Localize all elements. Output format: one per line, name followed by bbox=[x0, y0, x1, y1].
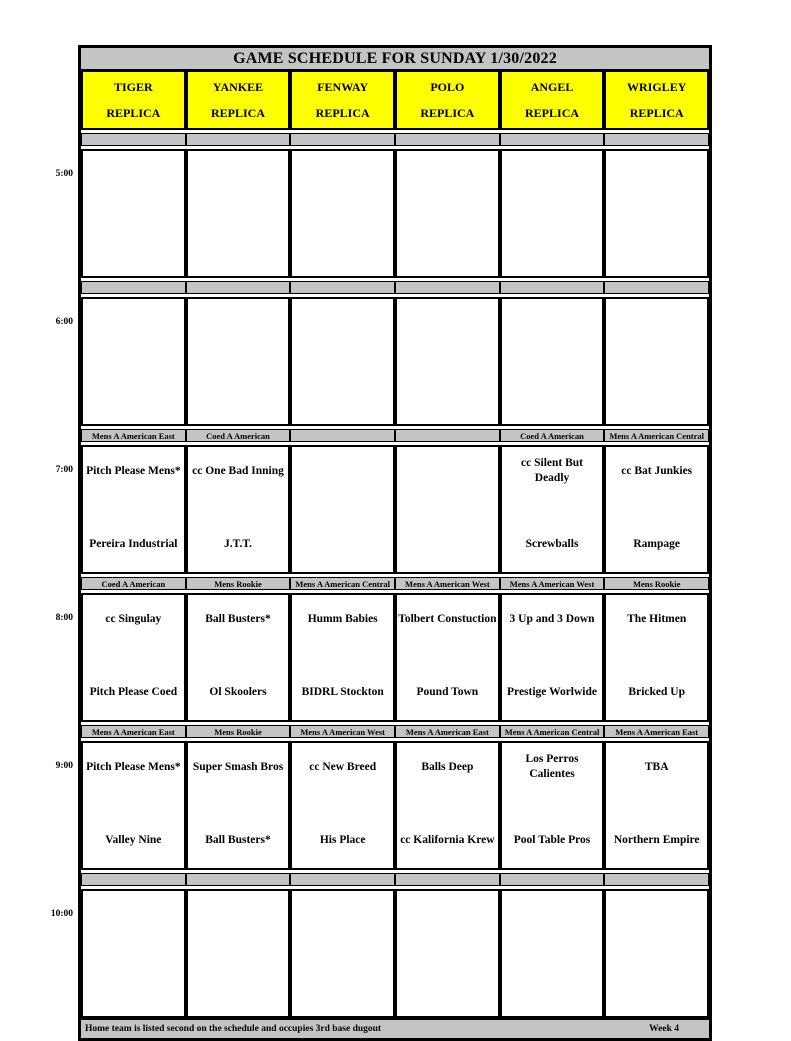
visitor-team: cc Bat Junkies bbox=[621, 464, 693, 477]
visitor-team bbox=[398, 900, 497, 930]
game-cell bbox=[81, 889, 186, 1018]
home-team: Screwballs bbox=[525, 537, 579, 550]
visitor-team bbox=[84, 160, 183, 190]
game-cell bbox=[500, 445, 605, 574]
division-label: Mens A American West bbox=[290, 725, 395, 738]
visitor-team bbox=[398, 160, 497, 190]
visitor-team bbox=[189, 160, 288, 190]
division-strip-row bbox=[81, 429, 709, 442]
games-row bbox=[55, 445, 709, 574]
visitor-team: cc Singulay bbox=[105, 612, 162, 625]
home-team: Prestige Worlwide bbox=[507, 685, 597, 698]
game-cell bbox=[186, 445, 291, 574]
division-label: Mens A American West bbox=[395, 577, 500, 590]
game-cell bbox=[604, 593, 709, 722]
division-strip-row bbox=[81, 725, 709, 738]
visitor-team bbox=[503, 160, 602, 190]
home-team bbox=[607, 233, 706, 263]
game-cell bbox=[604, 889, 709, 1018]
home-team bbox=[84, 973, 183, 1003]
division-label: Mens A American West bbox=[500, 577, 605, 590]
game-cell bbox=[290, 593, 395, 722]
game-cell bbox=[81, 741, 186, 870]
games-row bbox=[55, 297, 709, 426]
home-team: Valley Nine bbox=[105, 833, 162, 846]
visitor-team: 3 Up and 3 Down bbox=[509, 612, 595, 625]
field-name: WRIGLEY bbox=[627, 79, 687, 94]
division-strip-row bbox=[81, 873, 709, 886]
games-row bbox=[55, 593, 709, 722]
game-cell bbox=[81, 149, 186, 278]
home-team bbox=[293, 381, 392, 411]
division-label: Mens A American Central bbox=[604, 429, 709, 442]
game-cell bbox=[395, 445, 500, 574]
division-label: Mens Rookie bbox=[186, 577, 291, 590]
visitor-team bbox=[503, 308, 602, 338]
home-team: J.T.T. bbox=[224, 537, 253, 550]
visitor-team bbox=[607, 308, 706, 338]
division-label bbox=[500, 281, 605, 294]
game-cell bbox=[500, 149, 605, 278]
week-label: Week 4 bbox=[649, 1024, 679, 1034]
division-strip-row bbox=[81, 133, 709, 146]
home-team bbox=[84, 381, 183, 411]
visitor-team bbox=[189, 308, 288, 338]
field-header-polo bbox=[395, 70, 500, 130]
game-cell bbox=[395, 741, 500, 870]
field-type-label: REPLICA bbox=[420, 105, 475, 120]
field-type-label: REPLICA bbox=[629, 105, 684, 120]
division-label bbox=[186, 133, 291, 146]
visitor-team: The Hitmen bbox=[627, 612, 687, 625]
game-cell bbox=[500, 593, 605, 722]
page-title: GAME SCHEDULE FOR SUNDAY 1/30/2022 bbox=[81, 48, 709, 70]
division-label bbox=[186, 873, 291, 886]
game-cell bbox=[395, 593, 500, 722]
field-type-label: REPLICA bbox=[315, 105, 370, 120]
game-cell bbox=[81, 593, 186, 722]
home-team bbox=[398, 381, 497, 411]
field-name: TIGER bbox=[113, 79, 153, 94]
division-label bbox=[290, 429, 395, 442]
division-label bbox=[395, 429, 500, 442]
visitor-team bbox=[84, 900, 183, 930]
home-team bbox=[189, 233, 288, 263]
division-label: Coed A American bbox=[81, 577, 186, 590]
game-cell bbox=[290, 741, 395, 870]
field-name: YANKEE bbox=[212, 79, 264, 94]
game-cell bbox=[290, 297, 395, 426]
footer-note: Home team is listed second on the schedule and occupies 3rd base dugout bbox=[85, 1024, 382, 1034]
home-team bbox=[607, 381, 706, 411]
division-label: Mens Rookie bbox=[186, 725, 291, 738]
division-label bbox=[395, 133, 500, 146]
division-label bbox=[81, 873, 186, 886]
home-team: BIDRL Stockton bbox=[301, 685, 384, 698]
visitor-team: Super Smash Bros bbox=[192, 760, 284, 773]
home-team: Ol Skoolers bbox=[209, 685, 267, 698]
field-type-label: REPLICA bbox=[106, 105, 161, 120]
division-label bbox=[500, 133, 605, 146]
visitor-team bbox=[189, 900, 288, 930]
games-row bbox=[50, 889, 709, 1018]
field-header-tiger bbox=[81, 70, 186, 130]
division-label bbox=[290, 281, 395, 294]
time-label: 9:00 bbox=[55, 761, 73, 771]
division-label: Mens A American East bbox=[604, 725, 709, 738]
field-type-label: REPLICA bbox=[525, 105, 580, 120]
game-cell bbox=[186, 889, 291, 1018]
division-label bbox=[604, 133, 709, 146]
visitor-team bbox=[84, 308, 183, 338]
home-team bbox=[293, 529, 392, 559]
games-row bbox=[55, 741, 709, 870]
game-cell bbox=[81, 445, 186, 574]
game-cell bbox=[500, 741, 605, 870]
division-label bbox=[186, 281, 291, 294]
field-type-label: REPLICA bbox=[211, 105, 266, 120]
division-label: Coed A American bbox=[186, 429, 291, 442]
division-strip-row bbox=[81, 577, 709, 590]
home-team bbox=[189, 973, 288, 1003]
game-cell bbox=[604, 445, 709, 574]
game-schedule-table bbox=[50, 45, 712, 1041]
game-cell bbox=[395, 889, 500, 1018]
time-label: 5:00 bbox=[55, 169, 73, 179]
game-cell bbox=[290, 149, 395, 278]
visitor-team: Tolbert Constuction bbox=[398, 612, 497, 625]
home-team: Pitch Please Coed bbox=[89, 685, 178, 698]
game-cell bbox=[604, 149, 709, 278]
division-label: Mens A American Central bbox=[290, 577, 395, 590]
visitor-team: Humm Babies bbox=[307, 612, 378, 625]
visitor-team bbox=[607, 900, 706, 930]
visitor-team: Ball Busters* bbox=[205, 612, 271, 625]
time-label: 6:00 bbox=[55, 317, 73, 327]
division-label bbox=[395, 873, 500, 886]
home-team bbox=[189, 381, 288, 411]
game-cell bbox=[186, 593, 291, 722]
home-team bbox=[293, 973, 392, 1003]
visitor-team: Los Perros Calientes bbox=[525, 753, 579, 780]
field-name: FENWAY bbox=[317, 79, 369, 94]
visitor-team bbox=[607, 160, 706, 190]
home-team: cc Kalifornia Krew bbox=[400, 833, 495, 846]
visitor-team bbox=[293, 160, 392, 190]
home-team bbox=[503, 381, 602, 411]
visitor-team bbox=[293, 456, 392, 486]
game-cell bbox=[500, 297, 605, 426]
home-team bbox=[398, 529, 497, 559]
visitor-team bbox=[398, 456, 497, 486]
game-cell bbox=[395, 149, 500, 278]
home-team: Bricked Up bbox=[628, 685, 685, 698]
visitor-team: Pitch Please Mens* bbox=[86, 760, 181, 773]
division-label bbox=[290, 873, 395, 886]
field-header-fenway bbox=[290, 70, 395, 130]
home-team bbox=[398, 973, 497, 1003]
game-cell bbox=[290, 889, 395, 1018]
game-cell bbox=[395, 297, 500, 426]
division-label bbox=[604, 281, 709, 294]
home-team bbox=[503, 973, 602, 1003]
home-team: Rampage bbox=[633, 537, 681, 550]
division-label bbox=[81, 281, 186, 294]
visitor-team bbox=[398, 308, 497, 338]
game-cell bbox=[81, 297, 186, 426]
home-team bbox=[398, 233, 497, 263]
visitor-team: cc One Bad Inning bbox=[192, 464, 284, 477]
visitor-team: cc New Breed bbox=[309, 760, 377, 773]
division-label: Coed A American bbox=[500, 429, 605, 442]
field-name: POLO bbox=[430, 79, 465, 94]
home-team: Ball Busters* bbox=[205, 833, 271, 846]
game-cell bbox=[186, 297, 291, 426]
home-team bbox=[607, 973, 706, 1003]
visitor-team: cc Silent But Deadly bbox=[521, 457, 584, 484]
visitor-team: Balls Deep bbox=[421, 760, 474, 773]
games-row bbox=[55, 149, 709, 278]
division-strip-row bbox=[81, 281, 709, 294]
home-team: Pool Table Pros bbox=[513, 833, 591, 846]
division-label bbox=[290, 133, 395, 146]
time-label: 7:00 bbox=[55, 465, 73, 475]
home-team: Pound Town bbox=[416, 685, 479, 698]
division-label: Mens A American Central bbox=[500, 725, 605, 738]
home-team: Northern Empire bbox=[613, 833, 700, 846]
division-label: Mens A American East bbox=[81, 429, 186, 442]
game-cell bbox=[290, 445, 395, 574]
home-team bbox=[84, 233, 183, 263]
visitor-team bbox=[503, 900, 602, 930]
game-cell bbox=[604, 297, 709, 426]
visitor-team: TBA bbox=[644, 760, 669, 773]
field-header-wrigley bbox=[604, 70, 709, 130]
division-label: Mens A American East bbox=[81, 725, 186, 738]
visitor-team bbox=[293, 308, 392, 338]
field-name: ANGEL bbox=[530, 79, 574, 94]
home-team bbox=[293, 233, 392, 263]
game-cell bbox=[604, 741, 709, 870]
visitor-team bbox=[293, 900, 392, 930]
division-label: Mens Rookie bbox=[604, 577, 709, 590]
home-team: His Place bbox=[319, 833, 366, 846]
game-cell bbox=[186, 149, 291, 278]
game-cell bbox=[186, 741, 291, 870]
time-label: 8:00 bbox=[55, 613, 73, 623]
home-team bbox=[503, 233, 602, 263]
game-cell bbox=[500, 889, 605, 1018]
division-label bbox=[395, 281, 500, 294]
footer-bar bbox=[81, 1018, 709, 1038]
field-header-row bbox=[81, 70, 709, 130]
division-label bbox=[500, 873, 605, 886]
visitor-team: Pitch Please Mens* bbox=[86, 464, 181, 477]
field-header-yankee bbox=[186, 70, 291, 130]
schedule-body bbox=[50, 133, 709, 1018]
field-header-angel bbox=[500, 70, 605, 130]
time-label: 10:00 bbox=[50, 909, 73, 919]
division-label bbox=[604, 873, 709, 886]
division-label: Mens A American East bbox=[395, 725, 500, 738]
division-label bbox=[81, 133, 186, 146]
home-team: Pereira Industrial bbox=[89, 537, 178, 550]
